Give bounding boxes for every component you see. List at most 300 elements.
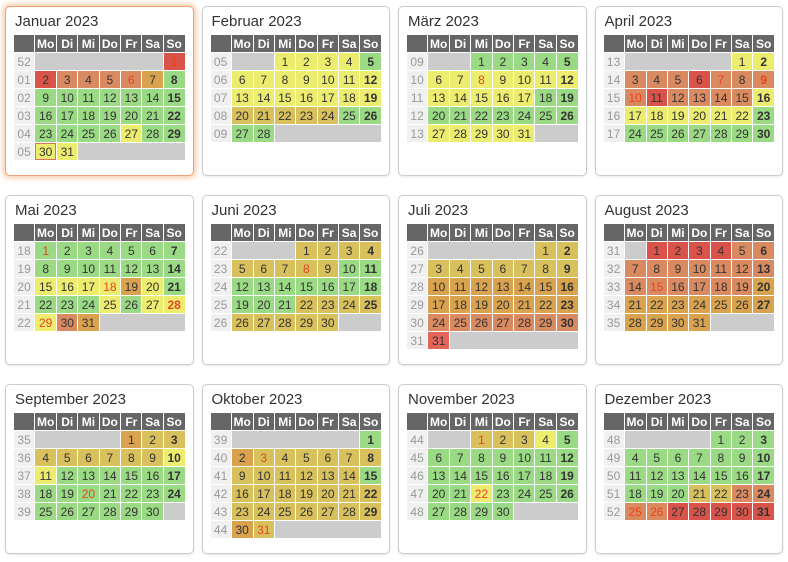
day-cell-4[interactable]: 4 bbox=[711, 242, 731, 259]
day-cell-2[interactable]: 2 bbox=[493, 53, 514, 70]
day-cell-17[interactable]: 17 bbox=[625, 107, 646, 124]
day-cell-5[interactable]: 5 bbox=[360, 53, 381, 70]
day-cell-28[interactable]: 28 bbox=[100, 503, 121, 520]
day-cell-31[interactable]: 31 bbox=[689, 314, 710, 331]
day-cell-10[interactable]: 10 bbox=[753, 449, 774, 466]
day-cell-29[interactable]: 29 bbox=[121, 503, 141, 520]
day-cell-12[interactable]: 12 bbox=[57, 467, 77, 484]
day-cell-5[interactable]: 5 bbox=[100, 71, 121, 88]
day-cell-11[interactable]: 11 bbox=[450, 278, 470, 295]
day-cell-7[interactable]: 7 bbox=[625, 260, 646, 277]
day-cell-13[interactable]: 13 bbox=[668, 467, 688, 484]
day-cell-8[interactable]: 8 bbox=[471, 71, 491, 88]
day-cell-30[interactable]: 30 bbox=[493, 125, 514, 142]
day-cell-7[interactable]: 7 bbox=[142, 71, 162, 88]
day-cell-11[interactable]: 11 bbox=[535, 71, 555, 88]
day-cell-29[interactable]: 29 bbox=[296, 314, 317, 331]
day-cell-21[interactable]: 21 bbox=[450, 107, 470, 124]
day-cell-9[interactable]: 9 bbox=[232, 467, 253, 484]
day-cell-6[interactable]: 6 bbox=[78, 449, 98, 466]
day-cell-26[interactable]: 26 bbox=[557, 485, 578, 502]
day-cell-28[interactable]: 28 bbox=[254, 125, 274, 142]
day-cell-30[interactable]: 30 bbox=[668, 314, 688, 331]
day-cell-21[interactable]: 21 bbox=[625, 296, 646, 313]
day-cell-28[interactable]: 28 bbox=[339, 503, 359, 520]
day-cell-16[interactable]: 16 bbox=[493, 89, 514, 106]
day-cell-14[interactable]: 14 bbox=[450, 89, 470, 106]
day-cell-8[interactable]: 8 bbox=[535, 260, 555, 277]
day-cell-11[interactable]: 11 bbox=[535, 449, 555, 466]
day-cell-27[interactable]: 27 bbox=[689, 125, 710, 142]
day-cell-13[interactable]: 13 bbox=[232, 89, 253, 106]
day-cell-23[interactable]: 23 bbox=[753, 107, 774, 124]
day-cell-23[interactable]: 23 bbox=[318, 296, 338, 313]
day-cell-1[interactable]: 1 bbox=[711, 431, 731, 448]
day-cell-22[interactable]: 22 bbox=[275, 107, 295, 124]
day-cell-19[interactable]: 19 bbox=[360, 89, 381, 106]
day-cell-24[interactable]: 24 bbox=[514, 485, 534, 502]
day-cell-8[interactable]: 8 bbox=[471, 449, 491, 466]
day-cell-1[interactable]: 1 bbox=[360, 431, 381, 448]
day-cell-21[interactable]: 21 bbox=[514, 296, 534, 313]
day-cell-21[interactable]: 21 bbox=[142, 107, 162, 124]
day-cell-2[interactable]: 2 bbox=[318, 242, 338, 259]
day-cell-15[interactable]: 15 bbox=[164, 89, 185, 106]
day-cell-14[interactable]: 14 bbox=[142, 89, 162, 106]
day-cell-2[interactable]: 2 bbox=[232, 449, 253, 466]
day-cell-23[interactable]: 23 bbox=[35, 125, 56, 142]
day-cell-27[interactable]: 27 bbox=[121, 125, 141, 142]
day-cell-19[interactable]: 19 bbox=[57, 485, 77, 502]
day-cell-18[interactable]: 18 bbox=[535, 467, 555, 484]
day-cell-10[interactable]: 10 bbox=[164, 449, 185, 466]
day-cell-1[interactable]: 1 bbox=[535, 242, 555, 259]
day-cell-11[interactable]: 11 bbox=[35, 467, 56, 484]
day-cell-31[interactable]: 31 bbox=[514, 125, 534, 142]
day-cell-23[interactable]: 23 bbox=[668, 296, 688, 313]
day-cell-5[interactable]: 5 bbox=[232, 260, 253, 277]
day-cell-20[interactable]: 20 bbox=[232, 107, 253, 124]
day-cell-5[interactable]: 5 bbox=[557, 431, 578, 448]
day-cell-26[interactable]: 26 bbox=[296, 503, 317, 520]
day-cell-29[interactable]: 29 bbox=[732, 125, 752, 142]
day-cell-22[interactable]: 22 bbox=[732, 107, 752, 124]
day-cell-10[interactable]: 10 bbox=[254, 467, 274, 484]
day-cell-23[interactable]: 23 bbox=[296, 107, 317, 124]
day-cell-30[interactable]: 30 bbox=[142, 503, 162, 520]
day-cell-18[interactable]: 18 bbox=[647, 107, 667, 124]
day-cell-13[interactable]: 13 bbox=[753, 260, 774, 277]
day-cell-30[interactable]: 30 bbox=[232, 521, 253, 538]
day-cell-9[interactable]: 9 bbox=[318, 260, 338, 277]
day-cell-19[interactable]: 19 bbox=[557, 467, 578, 484]
day-cell-18[interactable]: 18 bbox=[535, 89, 555, 106]
day-cell-23[interactable]: 23 bbox=[142, 485, 162, 502]
day-cell-25[interactable]: 25 bbox=[100, 296, 121, 313]
day-cell-3[interactable]: 3 bbox=[318, 53, 338, 70]
day-cell-5[interactable]: 5 bbox=[732, 242, 752, 259]
day-cell-25[interactable]: 25 bbox=[450, 314, 470, 331]
day-cell-25[interactable]: 25 bbox=[711, 296, 731, 313]
day-cell-25[interactable]: 25 bbox=[647, 125, 667, 142]
day-cell-18[interactable]: 18 bbox=[625, 485, 646, 502]
day-cell-12[interactable]: 12 bbox=[557, 71, 578, 88]
day-cell-7[interactable]: 7 bbox=[164, 242, 185, 259]
day-cell-22[interactable]: 22 bbox=[535, 296, 555, 313]
day-cell-14[interactable]: 14 bbox=[339, 467, 359, 484]
day-cell-18[interactable]: 18 bbox=[275, 485, 295, 502]
day-cell-12[interactable]: 12 bbox=[360, 71, 381, 88]
day-cell-6[interactable]: 6 bbox=[254, 260, 274, 277]
day-cell-10[interactable]: 10 bbox=[428, 278, 449, 295]
day-cell-17[interactable]: 17 bbox=[514, 467, 534, 484]
day-cell-11[interactable]: 11 bbox=[339, 71, 359, 88]
day-cell-17[interactable]: 17 bbox=[428, 296, 449, 313]
day-cell-23[interactable]: 23 bbox=[493, 107, 514, 124]
day-cell-16[interactable]: 16 bbox=[557, 278, 578, 295]
day-cell-6[interactable]: 6 bbox=[142, 242, 162, 259]
day-cell-26[interactable]: 26 bbox=[471, 314, 491, 331]
day-cell-23[interactable]: 23 bbox=[732, 485, 752, 502]
day-cell-6[interactable]: 6 bbox=[668, 449, 688, 466]
day-cell-14[interactable]: 14 bbox=[164, 260, 185, 277]
day-cell-28[interactable]: 28 bbox=[450, 125, 470, 142]
day-cell-26[interactable]: 26 bbox=[647, 503, 667, 520]
day-cell-22[interactable]: 22 bbox=[35, 296, 56, 313]
day-cell-13[interactable]: 13 bbox=[121, 89, 141, 106]
day-cell-23[interactable]: 23 bbox=[232, 503, 253, 520]
day-cell-9[interactable]: 9 bbox=[668, 260, 688, 277]
day-cell-15[interactable]: 15 bbox=[275, 89, 295, 106]
day-cell-7[interactable]: 7 bbox=[514, 260, 534, 277]
day-cell-7[interactable]: 7 bbox=[254, 71, 274, 88]
day-cell-26[interactable]: 26 bbox=[100, 125, 121, 142]
day-cell-21[interactable]: 21 bbox=[339, 485, 359, 502]
day-cell-13[interactable]: 13 bbox=[689, 89, 710, 106]
day-cell-22[interactable]: 22 bbox=[711, 485, 731, 502]
day-cell-10[interactable]: 10 bbox=[625, 89, 646, 106]
day-cell-17[interactable]: 17 bbox=[689, 278, 710, 295]
day-cell-27[interactable]: 27 bbox=[142, 296, 162, 313]
day-cell-12[interactable]: 12 bbox=[296, 467, 317, 484]
day-cell-12[interactable]: 12 bbox=[121, 260, 141, 277]
day-cell-24[interactable]: 24 bbox=[428, 314, 449, 331]
day-cell-11[interactable]: 11 bbox=[647, 89, 667, 106]
day-cell-20[interactable]: 20 bbox=[493, 296, 514, 313]
day-cell-6[interactable]: 6 bbox=[232, 71, 253, 88]
day-cell-25[interactable]: 25 bbox=[78, 125, 98, 142]
day-cell-15[interactable]: 15 bbox=[647, 278, 667, 295]
day-cell-24[interactable]: 24 bbox=[514, 107, 534, 124]
day-cell-13[interactable]: 13 bbox=[254, 278, 274, 295]
day-cell-22[interactable]: 22 bbox=[360, 485, 381, 502]
day-cell-10[interactable]: 10 bbox=[339, 260, 359, 277]
day-cell-16[interactable]: 16 bbox=[732, 467, 752, 484]
day-cell-6[interactable]: 6 bbox=[121, 71, 141, 88]
day-cell-4[interactable]: 4 bbox=[625, 449, 646, 466]
day-cell-26[interactable]: 26 bbox=[557, 107, 578, 124]
day-cell-20[interactable]: 20 bbox=[428, 107, 449, 124]
day-cell-20[interactable]: 20 bbox=[78, 485, 98, 502]
day-cell-11[interactable]: 11 bbox=[360, 260, 381, 277]
day-cell-8[interactable]: 8 bbox=[121, 449, 141, 466]
day-cell-17[interactable]: 17 bbox=[57, 107, 77, 124]
day-cell-28[interactable]: 28 bbox=[142, 125, 162, 142]
day-cell-16[interactable]: 16 bbox=[35, 107, 56, 124]
day-cell-29[interactable]: 29 bbox=[164, 125, 185, 142]
day-cell-1[interactable]: 1 bbox=[732, 53, 752, 70]
day-cell-4[interactable]: 4 bbox=[535, 53, 555, 70]
day-cell-3[interactable]: 3 bbox=[689, 242, 710, 259]
day-cell-19[interactable]: 19 bbox=[121, 278, 141, 295]
day-cell-4[interactable]: 4 bbox=[78, 71, 98, 88]
day-cell-20[interactable]: 20 bbox=[689, 107, 710, 124]
day-cell-11[interactable]: 11 bbox=[100, 260, 121, 277]
day-cell-12[interactable]: 12 bbox=[471, 278, 491, 295]
day-cell-27[interactable]: 27 bbox=[78, 503, 98, 520]
day-cell-9[interactable]: 9 bbox=[57, 260, 77, 277]
day-cell-30[interactable]: 30 bbox=[318, 314, 338, 331]
day-cell-27[interactable]: 27 bbox=[428, 125, 449, 142]
day-cell-29[interactable]: 29 bbox=[471, 125, 491, 142]
day-cell-6[interactable]: 6 bbox=[428, 449, 449, 466]
day-cell-15[interactable]: 15 bbox=[121, 467, 141, 484]
day-cell-24[interactable]: 24 bbox=[57, 125, 77, 142]
day-cell-4[interactable]: 4 bbox=[35, 449, 56, 466]
day-cell-10[interactable]: 10 bbox=[318, 71, 338, 88]
day-cell-14[interactable]: 14 bbox=[711, 89, 731, 106]
day-cell-17[interactable]: 17 bbox=[164, 467, 185, 484]
day-cell-11[interactable]: 11 bbox=[625, 467, 646, 484]
day-cell-31[interactable]: 31 bbox=[753, 503, 774, 520]
day-cell-9[interactable]: 9 bbox=[732, 449, 752, 466]
day-cell-6[interactable]: 6 bbox=[753, 242, 774, 259]
day-cell-24[interactable]: 24 bbox=[339, 296, 359, 313]
day-cell-21[interactable]: 21 bbox=[100, 485, 121, 502]
day-cell-3[interactable]: 3 bbox=[164, 431, 185, 448]
day-cell-5[interactable]: 5 bbox=[121, 242, 141, 259]
day-cell-26[interactable]: 26 bbox=[668, 125, 688, 142]
day-cell-1[interactable]: 1 bbox=[296, 242, 317, 259]
day-cell-7[interactable]: 7 bbox=[689, 449, 710, 466]
day-cell-14[interactable]: 14 bbox=[275, 278, 295, 295]
day-cell-2[interactable]: 2 bbox=[557, 242, 578, 259]
day-cell-3[interactable]: 3 bbox=[625, 71, 646, 88]
day-cell-4[interactable]: 4 bbox=[100, 242, 121, 259]
day-cell-13[interactable]: 13 bbox=[428, 89, 449, 106]
day-cell-12[interactable]: 12 bbox=[557, 449, 578, 466]
day-cell-3[interactable]: 3 bbox=[428, 260, 449, 277]
day-cell-22[interactable]: 22 bbox=[471, 485, 491, 502]
day-cell-21[interactable]: 21 bbox=[711, 107, 731, 124]
day-cell-4[interactable]: 4 bbox=[647, 71, 667, 88]
day-cell-9[interactable]: 9 bbox=[557, 260, 578, 277]
day-cell-12[interactable]: 12 bbox=[732, 260, 752, 277]
day-cell-7[interactable]: 7 bbox=[100, 449, 121, 466]
day-cell-23[interactable]: 23 bbox=[57, 296, 77, 313]
day-cell-29[interactable]: 29 bbox=[647, 314, 667, 331]
day-cell-21[interactable]: 21 bbox=[164, 278, 185, 295]
day-cell-2[interactable]: 2 bbox=[668, 242, 688, 259]
day-cell-26[interactable]: 26 bbox=[121, 296, 141, 313]
day-cell-8[interactable]: 8 bbox=[360, 449, 381, 466]
day-cell-20[interactable]: 20 bbox=[254, 296, 274, 313]
day-cell-14[interactable]: 14 bbox=[625, 278, 646, 295]
day-cell-3[interactable]: 3 bbox=[514, 431, 534, 448]
day-cell-3[interactable]: 3 bbox=[254, 449, 274, 466]
day-cell-25[interactable]: 25 bbox=[535, 485, 555, 502]
day-cell-20[interactable]: 20 bbox=[753, 278, 774, 295]
day-cell-29[interactable]: 29 bbox=[35, 314, 56, 331]
day-cell-1[interactable]: 1 bbox=[164, 53, 185, 70]
day-cell-7[interactable]: 7 bbox=[711, 71, 731, 88]
day-cell-6[interactable]: 6 bbox=[428, 71, 449, 88]
day-cell-19[interactable]: 19 bbox=[100, 107, 121, 124]
day-cell-19[interactable]: 19 bbox=[732, 278, 752, 295]
day-cell-6[interactable]: 6 bbox=[493, 260, 514, 277]
day-cell-13[interactable]: 13 bbox=[493, 278, 514, 295]
day-cell-29[interactable]: 29 bbox=[360, 503, 381, 520]
day-cell-28[interactable]: 28 bbox=[275, 314, 295, 331]
day-cell-15[interactable]: 15 bbox=[535, 278, 555, 295]
day-cell-12[interactable]: 12 bbox=[100, 89, 121, 106]
day-cell-8[interactable]: 8 bbox=[275, 71, 295, 88]
day-cell-9[interactable]: 9 bbox=[493, 449, 514, 466]
day-cell-23[interactable]: 23 bbox=[557, 296, 578, 313]
day-cell-2[interactable]: 2 bbox=[57, 242, 77, 259]
day-cell-9[interactable]: 9 bbox=[493, 71, 514, 88]
day-cell-27[interactable]: 27 bbox=[493, 314, 514, 331]
day-cell-5[interactable]: 5 bbox=[471, 260, 491, 277]
day-cell-31[interactable]: 31 bbox=[254, 521, 274, 538]
day-cell-27[interactable]: 27 bbox=[428, 503, 449, 520]
day-cell-17[interactable]: 17 bbox=[78, 278, 98, 295]
day-cell-22[interactable]: 22 bbox=[121, 485, 141, 502]
day-cell-28[interactable]: 28 bbox=[450, 503, 470, 520]
day-cell-30[interactable]: 30 bbox=[493, 503, 514, 520]
day-cell-25[interactable]: 25 bbox=[339, 107, 359, 124]
day-cell-18[interactable]: 18 bbox=[339, 89, 359, 106]
day-cell-15[interactable]: 15 bbox=[471, 467, 491, 484]
day-cell-18[interactable]: 18 bbox=[78, 107, 98, 124]
day-cell-14[interactable]: 14 bbox=[514, 278, 534, 295]
day-cell-12[interactable]: 12 bbox=[647, 467, 667, 484]
day-cell-16[interactable]: 16 bbox=[142, 467, 162, 484]
day-cell-15[interactable]: 15 bbox=[35, 278, 56, 295]
day-cell-30[interactable]: 30 bbox=[732, 503, 752, 520]
day-cell-11[interactable]: 11 bbox=[275, 467, 295, 484]
day-cell-14[interactable]: 14 bbox=[254, 89, 274, 106]
day-cell-25[interactable]: 25 bbox=[360, 296, 381, 313]
day-cell-10[interactable]: 10 bbox=[514, 71, 534, 88]
day-cell-11[interactable]: 11 bbox=[78, 89, 98, 106]
day-cell-5[interactable]: 5 bbox=[668, 71, 688, 88]
day-cell-18[interactable]: 18 bbox=[35, 485, 56, 502]
day-cell-26[interactable]: 26 bbox=[360, 107, 381, 124]
day-cell-29[interactable]: 29 bbox=[711, 503, 731, 520]
day-cell-21[interactable]: 21 bbox=[450, 485, 470, 502]
day-cell-26[interactable]: 26 bbox=[732, 296, 752, 313]
day-cell-21[interactable]: 21 bbox=[275, 296, 295, 313]
day-cell-25[interactable]: 25 bbox=[275, 503, 295, 520]
day-cell-6[interactable]: 6 bbox=[689, 71, 710, 88]
day-cell-27[interactable]: 27 bbox=[668, 503, 688, 520]
day-cell-22[interactable]: 22 bbox=[471, 107, 491, 124]
day-cell-3[interactable]: 3 bbox=[753, 431, 774, 448]
day-cell-7[interactable]: 7 bbox=[339, 449, 359, 466]
day-cell-28[interactable]: 28 bbox=[625, 314, 646, 331]
day-cell-8[interactable]: 8 bbox=[35, 260, 56, 277]
day-cell-3[interactable]: 3 bbox=[514, 53, 534, 70]
day-cell-24[interactable]: 24 bbox=[318, 107, 338, 124]
day-cell-8[interactable]: 8 bbox=[711, 449, 731, 466]
day-cell-19[interactable]: 19 bbox=[232, 296, 253, 313]
day-cell-1[interactable]: 1 bbox=[647, 242, 667, 259]
day-cell-22[interactable]: 22 bbox=[647, 296, 667, 313]
day-cell-8[interactable]: 8 bbox=[164, 71, 185, 88]
day-cell-31[interactable]: 31 bbox=[57, 143, 77, 160]
day-cell-9[interactable]: 9 bbox=[753, 71, 774, 88]
day-cell-24[interactable]: 24 bbox=[689, 296, 710, 313]
day-cell-19[interactable]: 19 bbox=[647, 485, 667, 502]
day-cell-24[interactable]: 24 bbox=[164, 485, 185, 502]
day-cell-2[interactable]: 2 bbox=[296, 53, 317, 70]
day-cell-16[interactable]: 16 bbox=[493, 467, 514, 484]
day-cell-14[interactable]: 14 bbox=[100, 467, 121, 484]
day-cell-18[interactable]: 18 bbox=[100, 278, 121, 295]
day-cell-11[interactable]: 11 bbox=[711, 260, 731, 277]
day-cell-12[interactable]: 12 bbox=[668, 89, 688, 106]
day-cell-16[interactable]: 16 bbox=[753, 89, 774, 106]
day-cell-9[interactable]: 9 bbox=[142, 449, 162, 466]
day-cell-4[interactable]: 4 bbox=[535, 431, 555, 448]
day-cell-21[interactable]: 21 bbox=[254, 107, 274, 124]
day-cell-7[interactable]: 7 bbox=[450, 449, 470, 466]
day-cell-1[interactable]: 1 bbox=[35, 242, 56, 259]
day-cell-1[interactable]: 1 bbox=[275, 53, 295, 70]
day-cell-30[interactable]: 30 bbox=[57, 314, 77, 331]
day-cell-16[interactable]: 16 bbox=[296, 89, 317, 106]
day-cell-7[interactable]: 7 bbox=[450, 71, 470, 88]
day-cell-29[interactable]: 29 bbox=[471, 503, 491, 520]
day-cell-4[interactable]: 4 bbox=[275, 449, 295, 466]
day-cell-27[interactable]: 27 bbox=[254, 314, 274, 331]
day-cell-4[interactable]: 4 bbox=[450, 260, 470, 277]
day-cell-16[interactable]: 16 bbox=[318, 278, 338, 295]
day-cell-17[interactable]: 17 bbox=[514, 89, 534, 106]
day-cell-24[interactable]: 24 bbox=[753, 485, 774, 502]
day-cell-3[interactable]: 3 bbox=[57, 71, 77, 88]
day-cell-9[interactable]: 9 bbox=[296, 71, 317, 88]
day-cell-22[interactable]: 22 bbox=[164, 107, 185, 124]
day-cell-28[interactable]: 28 bbox=[514, 314, 534, 331]
day-cell-30[interactable]: 30 bbox=[753, 125, 774, 142]
day-cell-18[interactable]: 18 bbox=[711, 278, 731, 295]
day-cell-25[interactable]: 25 bbox=[535, 107, 555, 124]
day-cell-28[interactable]: 28 bbox=[164, 296, 185, 313]
day-cell-5[interactable]: 5 bbox=[57, 449, 77, 466]
day-cell-19[interactable]: 19 bbox=[471, 296, 491, 313]
day-cell-29[interactable]: 29 bbox=[535, 314, 555, 331]
day-cell-5[interactable]: 5 bbox=[647, 449, 667, 466]
day-cell-20[interactable]: 20 bbox=[428, 485, 449, 502]
day-cell-13[interactable]: 13 bbox=[142, 260, 162, 277]
day-cell-31[interactable]: 31 bbox=[428, 332, 449, 349]
day-cell-3[interactable]: 3 bbox=[339, 242, 359, 259]
day-cell-12[interactable]: 12 bbox=[232, 278, 253, 295]
day-cell-16[interactable]: 16 bbox=[57, 278, 77, 295]
day-cell-30[interactable]: 30 bbox=[35, 143, 56, 160]
